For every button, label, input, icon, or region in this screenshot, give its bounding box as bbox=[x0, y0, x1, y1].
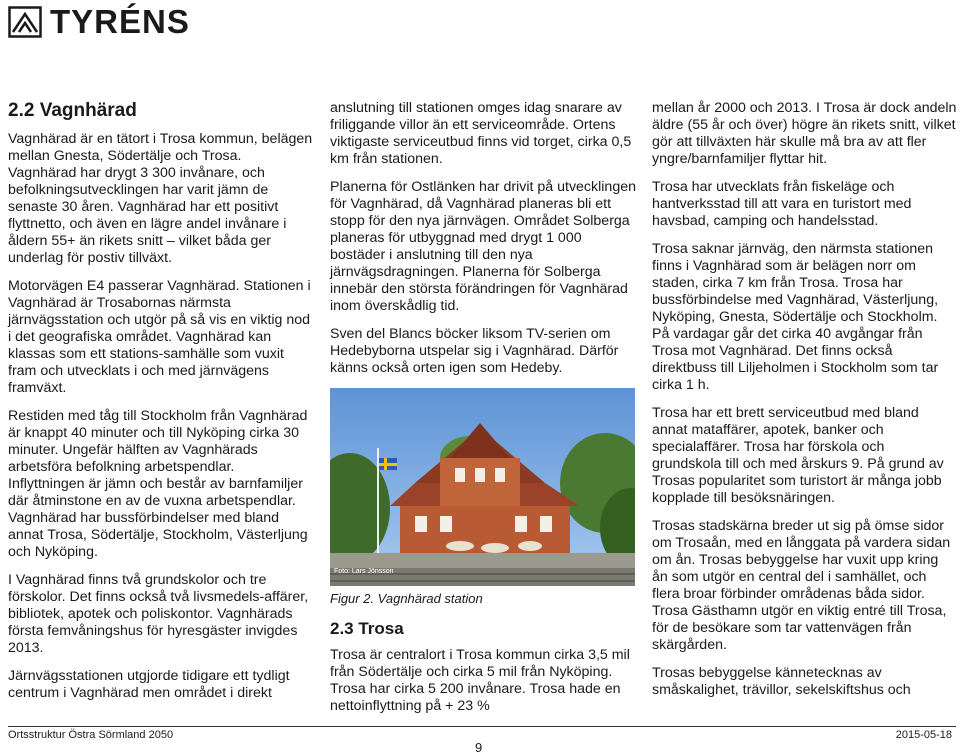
column-2 bbox=[330, 100, 637, 726]
paragraph: Trosas bebyggelse kännetecknas av småskalighet, trävillor, sekelskiftshus och bbox=[652, 665, 911, 698]
section-heading-trosa: 2.3 Trosa bbox=[330, 619, 404, 638]
paragraph: I Vagnhärad finns två grundskolor och tre förskolor. Det finns också två livsmedels-affärer, bibliotek, apotek och poliskontor. Vagnhärads första femvåningshus för hyresgäster invigdes 2013. bbox=[8, 572, 309, 656]
footer-date: 2015-05-18 bbox=[895, 729, 952, 741]
paragraph: anslutning till stationen omges idag snarare av friliggande villor än ett serviceområde. Ortens viktigaste serviceutbud finns vid torget, cirka 0,5 km från stationen. bbox=[330, 100, 632, 167]
column-3 bbox=[652, 100, 957, 710]
tyrens-logo-icon bbox=[8, 6, 42, 38]
paragraph: Planerna för Ostlänken har drivit på utvecklingen för Vagnhärad, då Vagnhärad planeras bli ett stopp för den nya järnvägen. Området Solberga planeras för utbyggnad med drygt 1 000 bostäder i anslutning till den nya järnvägsdragningen. Planerna för Solberga innebär den största förändringen för Vagnhärad inom överskådlig tid. bbox=[330, 179, 636, 314]
paragraph: Motorvägen E4 passerar Vagnhärad. Stationen i Vagnhärad är Trosabornas närmsta järnvägsstation och utgör på så vis en viktig nod i det geografiska området. Vagnhärad kan klassas som ett stations-samhälle som vuxit fram och utvecklats i och med järnvägens framväxt. bbox=[8, 278, 311, 396]
tyrens-logo bbox=[8, 4, 190, 40]
vagnharad-station-photo bbox=[330, 388, 635, 586]
paragraph: Trosa är centralort i Trosa kommun cirka 3,5 mil från Södertälje och cirka 5 mil från Nyköping. Trosa har cirka 5 200 invånare. Trosa hade en nettoinflyttning på + 23 % bbox=[330, 647, 630, 714]
figure-caption: Figur 2. Vagnhärad station bbox=[330, 591, 483, 606]
paragraph: Restiden med tåg till Stockholm från Vagnhärad är knappt 40 minuter och till Nyköping cirka 30 minuter. Ungefär hälften av Vagnhärads arbetsföra befolkning arbetspendlar. Inflyttningen är jämn och består av barnfamiljer där åtminstone en av de vuxna arbetspendlar. Vagnhärad har bussförbindelser med bland annat Trosa, Södertälje, Stockholm, Västerljung och Nyköping. bbox=[8, 408, 308, 560]
page-number: 9 bbox=[475, 740, 483, 755]
paragraph: Vagnhärad är en tätort i Trosa kommun, belägen mellan Gnesta, Södertälje och Trosa. Vagnhärad har drygt 3 300 invånare, och befolkningsutvecklingen har varit jämn de senaste 30 åren. Vagnhärad har ett positivt flyttnetto, och även en lägre andel invånare i åldern 55+ än rikets snitt – vilket båda ger underlag för postiv tillväxt. bbox=[8, 131, 313, 266]
paragraph: Trosa har utvecklats från fiskeläge och hantverksstad till att vara en turistort med havsbad, camping och handelsstad. bbox=[652, 179, 912, 229]
footer-divider bbox=[8, 726, 956, 727]
section-heading-vagnharad: 2.2 Vagnhärad bbox=[8, 100, 137, 121]
paragraph: Trosas stadskärna breder ut sig på ömse sidor om Trosaån, med en långgata på vardera sidan om ån. Trosas bebyggelse har vuxit upp kring ån som utgör en central del i samhället, och flera broar förbinder områdenas båda sidor. Trosa Gästhamn utgör en viktig entré till Trosa, för de besökare som tar vattenvägen från skärgården. bbox=[652, 518, 951, 653]
column-1 bbox=[8, 100, 313, 713]
paragraph: mellan år 2000 och 2013. I Trosa är dock andeln äldre (55 år och över) högre än rikets snitt, vilket gör att tillväxten här skulle må bra av att fler yngre/barnfamiljer flyttar hit. bbox=[652, 100, 957, 167]
paragraph: Trosa saknar järnväg, den närmsta stationen finns i Vagnhärad som är belägen norr om staden, cirka 7 km från Trosa. Trosa har bussförbindelse med Vagnhärad, Västerljung, Nyköping, Gnesta, Södertälje och Stockholm. På vardagar går det cirka 40 avgångar från Trosa mot Vagnhärad. Det finns också direktbuss till Liljeholmen i Stockholm som tar cirka 1 h. bbox=[652, 241, 939, 393]
paragraph: Trosa har ett brett serviceutbud med bland annat mataffärer, apotek, banker och specialaffärer. Trosa har förskola och grundskola till och med årskurs 9. På grund av Trosas popularitet som turistort är många jobb kopplade till besöksnäringen. bbox=[652, 405, 944, 506]
logo-text: TYRÉNS bbox=[50, 3, 190, 40]
footer-document-title: Ortsstruktur Östra Sörmland 2050 bbox=[8, 729, 174, 741]
paragraph: Järnvägsstationen utgjorde tidigare ett tydligt centrum i Vagnhärad men området i direkt bbox=[8, 668, 290, 701]
paragraph: Sven del Blancs böcker liksom TV-serien om Hedebyborna utspelar sig i Vagnhärad. Därför känns också orten igen som Hedeby. bbox=[330, 326, 619, 376]
